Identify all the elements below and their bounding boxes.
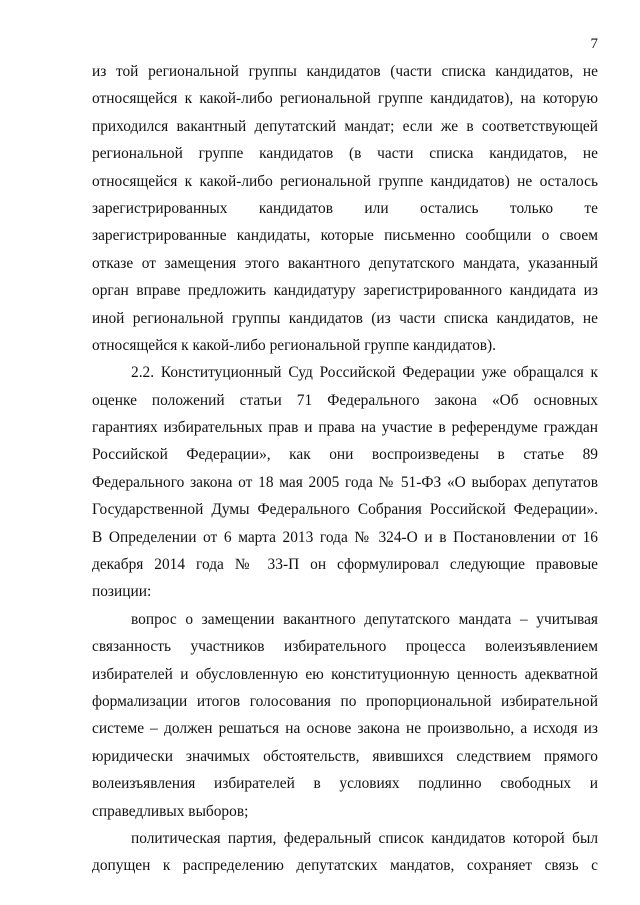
text-line: относящейся к какой-либо региональной группе кандидатов), на которую (92, 90, 598, 108)
text-line: позиции: (92, 583, 152, 601)
text-line: оценке положений статьи 71 Федерального закона «Об основных (92, 391, 598, 409)
document-body (92, 58, 598, 880)
text-line: региональной группе кандидатов (в части списка кандидатов, не (92, 145, 598, 163)
text-line: юридически значимых обстоятельств, явившихся следствием прямого (92, 747, 598, 765)
text-line: В Определении от 6 марта 2013 года № 324-О и в Постановлении от 16 (92, 528, 598, 546)
text-line: из той региональной группы кандидатов (части списка кандидатов, не (92, 63, 598, 80)
text-line: избирателей и обусловленную ею конституционную ценность адекватной (92, 665, 598, 683)
text-line: Российской Федерации», как они воспроизведены в статье 89 (92, 446, 598, 464)
text-line: вопрос о замещении вакантного депутатского мандата – учитывая (131, 610, 598, 628)
text-line: зарегистрированные кандидаты, которые письменно сообщили о своем (92, 227, 598, 245)
text-line: формализации итогов голосования по пропорциональной избирательной (92, 692, 598, 710)
text-line: 2.2. Конституционный Суд Российской Федерации уже обращался к (131, 364, 598, 382)
text-line: относящейся к какой-либо региональной группе кандидатов) не осталось (92, 172, 598, 190)
text-line: политическая партия, федеральный список кандидатов которой был (131, 829, 598, 847)
text-line: относящейся к какой-либо региональной группе кандидатов). (92, 336, 497, 354)
text-line: Федерального закона от 18 мая 2005 года № 51-ФЗ «О выборах депутатов (92, 473, 598, 491)
text-line: отказе от замещения этого вакантного депутатского мандата, указанный (92, 254, 598, 272)
text-line: системе – должен решаться на основе закона не произвольно, а исходя из (92, 720, 598, 738)
text-line: связанность участников избирательного процесса волеизъявлением (92, 638, 598, 656)
text-line: гарантиях избирательных прав и права на участие в референдуме граждан (92, 419, 598, 437)
text-line: зарегистрированных кандидатов или остались только те (92, 199, 598, 217)
text-line: иной региональной группы кандидатов (из части списка кандидатов, не (92, 309, 598, 327)
text-line: справедливых выборов; (92, 802, 249, 820)
text-line: орган вправе предложить кандидатуру зарегистрированного кандидата из (92, 282, 598, 300)
page-number: 7 (590, 36, 598, 52)
text-line: декабря 2014 года № 33-П он сформулировал следующие правовые (92, 556, 598, 574)
text-line: приходился вакантный депутатский мандат; если же в соответствующей (92, 117, 598, 135)
text-line: волеизъявления избирателей в условиях подлинно свободных и (92, 775, 598, 793)
text-line: Государственной Думы Федерального Собрания Российской Федерации». (92, 501, 598, 519)
text-line: допущен к распределению депутатских мандатов, сохраняет связь с (92, 857, 598, 875)
